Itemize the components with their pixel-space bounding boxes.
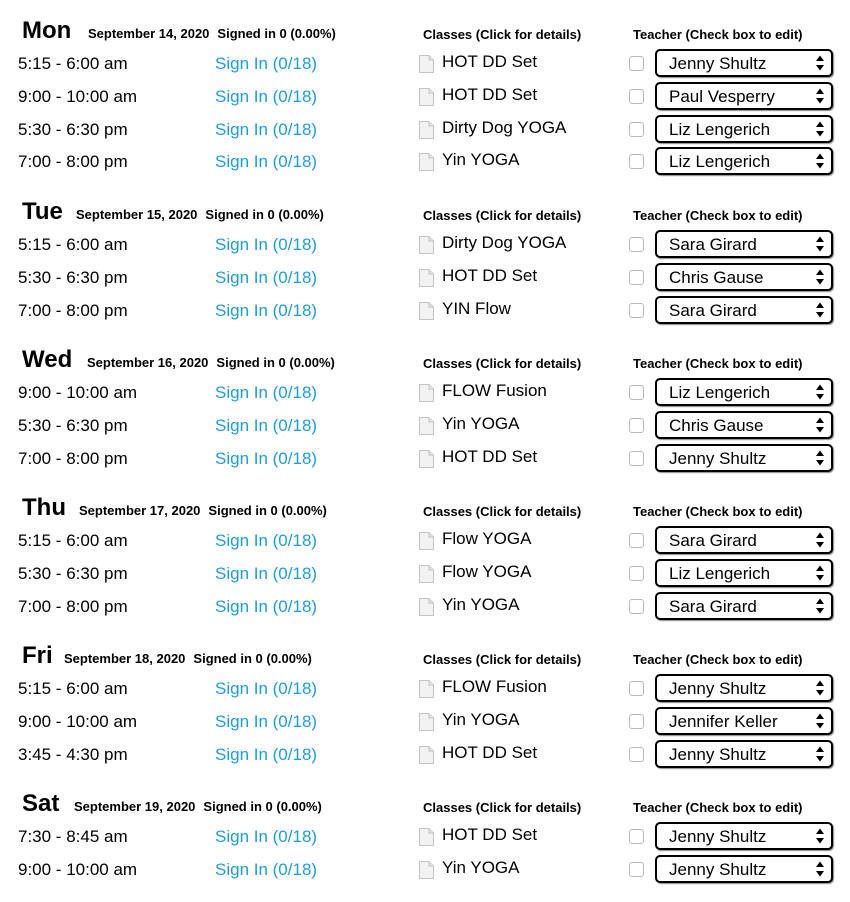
teacher-column-header: Teacher (Check box to edit) xyxy=(633,208,803,223)
teacher-select-value: Paul Vesperry xyxy=(669,86,775,106)
teacher-select[interactable] xyxy=(655,526,833,554)
select-arrows-icon xyxy=(815,827,825,845)
select-arrows-icon xyxy=(815,679,825,697)
teacher-select-value: Jenny Shultz xyxy=(669,448,767,468)
class-time: 7:00 - 8:00 pm xyxy=(18,300,128,320)
document-icon[interactable] xyxy=(418,416,435,436)
teacher-select[interactable] xyxy=(655,855,833,883)
select-arrows-icon xyxy=(815,54,825,72)
day-header xyxy=(0,640,850,672)
class-time: 7:30 - 8:45 am xyxy=(18,827,128,846)
sign-in-link[interactable]: Sign In (0/18) xyxy=(215,300,318,320)
teacher-select[interactable] xyxy=(655,559,833,587)
class-row xyxy=(0,557,850,589)
teacher-select-value: Jennifer Keller xyxy=(669,711,778,731)
teacher-select-value: Liz Lengerich xyxy=(669,152,771,172)
teacher-column-header: Teacher (Check box to edit) xyxy=(633,504,803,519)
document-icon[interactable] xyxy=(418,120,435,140)
sign-in-link[interactable]: Sign In (0/18) xyxy=(215,827,318,846)
document-icon[interactable] xyxy=(418,268,435,288)
teacher-select[interactable] xyxy=(655,115,833,143)
class-name-link[interactable]: Yin YOGA xyxy=(442,413,520,433)
select-arrows-icon xyxy=(815,745,825,763)
day-name: Sat xyxy=(22,790,60,817)
class-row xyxy=(0,145,850,177)
edit-teacher-checkbox[interactable] xyxy=(629,829,644,844)
day-date: September 16, 2020 xyxy=(87,355,209,370)
class-name-link[interactable]: Flow YOGA xyxy=(442,529,532,548)
class-time: 9:00 - 10:00 am xyxy=(18,383,138,402)
document-icon[interactable] xyxy=(418,54,435,74)
class-row xyxy=(0,47,850,79)
class-time: 5:30 - 6:30 pm xyxy=(18,267,128,287)
edit-teacher-checkbox[interactable] xyxy=(629,385,644,400)
sign-in-link[interactable]: Sign In (0/18) xyxy=(215,448,318,468)
select-arrows-icon xyxy=(815,860,825,878)
class-name-link[interactable]: Flow YOGA xyxy=(442,561,532,581)
teacher-select-value: Sara Girard xyxy=(669,300,757,320)
sign-in-link[interactable]: Sign In (0/18) xyxy=(215,563,318,583)
class-name-link[interactable]: FLOW Fusion xyxy=(442,677,547,696)
day-signed-in-count: Signed in 0 (0.00%) xyxy=(216,355,335,370)
teacher-select[interactable] xyxy=(655,674,833,702)
document-icon[interactable] xyxy=(418,449,435,469)
class-time: 5:30 - 6:30 pm xyxy=(18,563,128,583)
select-arrows-icon xyxy=(815,416,825,434)
day-name: Mon xyxy=(22,17,72,44)
class-row xyxy=(0,113,850,145)
edit-teacher-checkbox[interactable] xyxy=(629,237,644,252)
document-icon[interactable] xyxy=(418,745,435,765)
select-arrows-icon xyxy=(815,531,825,549)
classes-column-header: Classes (Click for details) xyxy=(423,27,582,42)
class-time: 5:15 - 6:00 am xyxy=(18,679,128,698)
sign-in-link[interactable]: Sign In (0/18) xyxy=(215,596,318,616)
class-row xyxy=(0,409,850,441)
day-date: September 15, 2020 xyxy=(76,207,198,222)
class-name-link[interactable]: HOT DD Set xyxy=(442,742,538,762)
teacher-column-header: Teacher (Check box to edit) xyxy=(633,27,803,42)
class-time: 9:00 - 10:00 am xyxy=(18,86,138,106)
class-row xyxy=(0,80,850,112)
class-time: 7:00 - 8:00 pm xyxy=(18,596,128,616)
select-arrows-icon xyxy=(815,87,825,105)
sign-in-link[interactable]: Sign In (0/18) xyxy=(215,711,318,731)
classes-column-header: Classes (Click for details) xyxy=(423,800,582,815)
class-name-link[interactable]: Yin YOGA xyxy=(442,150,520,170)
day-date: September 14, 2020 xyxy=(88,26,210,41)
edit-teacher-checkbox[interactable] xyxy=(629,418,644,433)
day-signed-in-count: Signed in 0 (0.00%) xyxy=(203,799,322,814)
class-time: 5:30 - 6:30 pm xyxy=(18,119,128,139)
class-row xyxy=(0,738,850,770)
select-arrows-icon xyxy=(815,564,825,582)
teacher-select[interactable] xyxy=(655,230,833,258)
class-name-link[interactable]: Yin YOGA xyxy=(442,857,520,877)
teacher-column-header: Teacher (Check box to edit) xyxy=(633,800,803,815)
class-name-link[interactable]: Yin YOGA xyxy=(442,594,520,614)
document-icon[interactable] xyxy=(418,679,435,699)
class-name-link[interactable]: FLOW Fusion xyxy=(442,381,547,400)
edit-teacher-checkbox[interactable] xyxy=(629,122,644,137)
day-header xyxy=(0,788,850,820)
class-time: 3:45 - 4:30 pm xyxy=(18,744,128,764)
teacher-select[interactable] xyxy=(655,822,833,850)
class-row xyxy=(0,376,850,408)
teacher-select[interactable] xyxy=(655,378,833,406)
select-arrows-icon xyxy=(815,120,825,138)
class-row xyxy=(0,820,850,852)
teacher-select-value: Sara Girard xyxy=(669,596,757,616)
edit-teacher-checkbox[interactable] xyxy=(629,270,644,285)
day-info xyxy=(76,207,324,223)
teacher-select-value: Jenny Shultz xyxy=(669,744,767,764)
select-arrows-icon xyxy=(815,235,825,253)
teacher-select[interactable] xyxy=(655,411,833,439)
day-info xyxy=(88,26,336,42)
class-time: 5:15 - 6:00 am xyxy=(18,54,128,73)
select-arrows-icon xyxy=(815,449,825,467)
class-row xyxy=(0,294,850,326)
teacher-select[interactable] xyxy=(655,147,833,175)
select-arrows-icon xyxy=(815,152,825,170)
teacher-select-value: Liz Lengerich xyxy=(669,383,771,402)
class-name-link[interactable]: HOT DD Set xyxy=(442,446,538,466)
teacher-select[interactable] xyxy=(655,592,833,620)
teacher-select-value: Jenny Shultz xyxy=(669,859,767,879)
day-info xyxy=(64,651,312,667)
sign-in-link[interactable]: Sign In (0/18) xyxy=(215,54,318,73)
class-row xyxy=(0,672,850,704)
class-time: 5:30 - 6:30 pm xyxy=(18,415,128,435)
document-icon[interactable] xyxy=(418,152,435,172)
teacher-select-value: Chris Gause xyxy=(669,267,764,287)
class-row xyxy=(0,442,850,474)
day-name: Thu xyxy=(22,494,66,521)
day-date: September 19, 2020 xyxy=(74,799,196,814)
class-time: 9:00 - 10:00 am xyxy=(18,711,138,731)
day-signed-in-count: Signed in 0 (0.00%) xyxy=(205,207,324,222)
select-arrows-icon xyxy=(815,301,825,319)
day-header xyxy=(0,492,850,524)
teacher-select-value: Jenny Shultz xyxy=(669,827,767,846)
sign-in-link[interactable]: Sign In (0/18) xyxy=(215,679,318,698)
document-icon[interactable] xyxy=(418,597,435,617)
day-signed-in-count: Signed in 0 (0.00%) xyxy=(208,503,327,518)
teacher-select[interactable] xyxy=(655,296,833,324)
edit-teacher-checkbox[interactable] xyxy=(629,451,644,466)
day-name: Tue xyxy=(22,198,63,225)
sign-in-link[interactable]: Sign In (0/18) xyxy=(215,119,318,139)
sign-in-link[interactable]: Sign In (0/18) xyxy=(215,383,318,402)
class-time: 7:00 - 8:00 pm xyxy=(18,152,128,172)
class-time: 5:15 - 6:00 am xyxy=(18,235,128,254)
teacher-select-value: Sara Girard xyxy=(669,235,757,254)
class-row xyxy=(0,261,850,293)
class-name-link[interactable]: HOT DD Set xyxy=(442,52,538,71)
select-arrows-icon xyxy=(815,712,825,730)
day-name: Wed xyxy=(22,346,73,373)
class-name-link[interactable]: HOT DD Set xyxy=(442,265,538,285)
document-icon[interactable] xyxy=(418,531,435,551)
class-row xyxy=(0,228,850,260)
document-icon[interactable] xyxy=(418,712,435,732)
class-time: 7:00 - 8:00 pm xyxy=(18,448,128,468)
edit-teacher-checkbox[interactable] xyxy=(629,533,644,548)
sign-in-link[interactable]: Sign In (0/18) xyxy=(215,152,318,172)
select-arrows-icon xyxy=(815,383,825,401)
sign-in-link[interactable]: Sign In (0/18) xyxy=(215,415,318,435)
document-icon[interactable] xyxy=(418,301,435,321)
document-icon[interactable] xyxy=(418,87,435,107)
day-date: September 18, 2020 xyxy=(64,651,186,666)
teacher-select-value: Liz Lengerich xyxy=(669,119,771,139)
teacher-select[interactable] xyxy=(655,263,833,291)
document-icon[interactable] xyxy=(418,827,435,847)
teacher-select[interactable] xyxy=(655,49,833,77)
sign-in-link[interactable]: Sign In (0/18) xyxy=(215,859,318,879)
document-icon[interactable] xyxy=(418,860,435,880)
sign-in-link[interactable]: Sign In (0/18) xyxy=(215,744,318,764)
classes-column-header: Classes (Click for details) xyxy=(423,504,582,519)
classes-column-header: Classes (Click for details) xyxy=(423,356,582,371)
edit-teacher-checkbox[interactable] xyxy=(629,89,644,104)
teacher-select-value: Jenny Shultz xyxy=(669,679,767,698)
sign-in-link[interactable]: Sign In (0/18) xyxy=(215,531,318,550)
day-name: Fri xyxy=(22,642,53,669)
class-name-link[interactable]: Dirty Dog YOGA xyxy=(442,233,567,252)
teacher-select-value: Sara Girard xyxy=(669,531,757,550)
day-header xyxy=(0,15,850,47)
class-name-link[interactable]: YIN Flow xyxy=(442,298,511,318)
document-icon[interactable] xyxy=(418,235,435,255)
day-header xyxy=(0,196,850,228)
document-icon[interactable] xyxy=(418,383,435,403)
classes-column-header: Classes (Click for details) xyxy=(423,208,582,223)
teacher-column-header: Teacher (Check box to edit) xyxy=(633,356,803,371)
edit-teacher-checkbox[interactable] xyxy=(629,303,644,318)
day-info xyxy=(79,503,327,519)
edit-teacher-checkbox[interactable] xyxy=(629,566,644,581)
class-row xyxy=(0,524,850,556)
day-info xyxy=(74,799,322,815)
document-icon[interactable] xyxy=(418,564,435,584)
edit-teacher-checkbox[interactable] xyxy=(629,681,644,696)
day-info xyxy=(87,355,335,371)
day-header xyxy=(0,344,850,376)
edit-teacher-checkbox[interactable] xyxy=(629,747,644,762)
teacher-select-value: Jenny Shultz xyxy=(669,54,767,73)
class-time: 9:00 - 10:00 am xyxy=(18,859,138,879)
day-signed-in-count: Signed in 0 (0.00%) xyxy=(193,651,312,666)
teacher-select[interactable] xyxy=(655,444,833,472)
class-name-link[interactable]: Yin YOGA xyxy=(442,709,520,729)
edit-teacher-checkbox[interactable] xyxy=(629,599,644,614)
teacher-select[interactable] xyxy=(655,707,833,735)
edit-teacher-checkbox[interactable] xyxy=(629,862,644,877)
select-arrows-icon xyxy=(815,268,825,286)
class-row xyxy=(0,853,850,885)
teacher-select[interactable] xyxy=(655,82,833,110)
class-row xyxy=(0,590,850,622)
teacher-select-value: Liz Lengerich xyxy=(669,563,771,583)
teacher-select-value: Chris Gause xyxy=(669,415,764,435)
class-row xyxy=(0,705,850,737)
teacher-column-header: Teacher (Check box to edit) xyxy=(633,652,803,667)
class-time: 5:15 - 6:00 am xyxy=(18,531,128,550)
classes-column-header: Classes (Click for details) xyxy=(423,652,582,667)
class-name-link[interactable]: HOT DD Set xyxy=(442,825,538,844)
select-arrows-icon xyxy=(815,597,825,615)
day-date: September 17, 2020 xyxy=(79,503,201,518)
edit-teacher-checkbox[interactable] xyxy=(629,56,644,71)
class-name-link[interactable]: HOT DD Set xyxy=(442,84,538,104)
class-name-link[interactable]: Dirty Dog YOGA xyxy=(442,117,567,137)
edit-teacher-checkbox[interactable] xyxy=(629,714,644,729)
day-signed-in-count: Signed in 0 (0.00%) xyxy=(217,26,336,41)
edit-teacher-checkbox[interactable] xyxy=(629,154,644,169)
sign-in-link[interactable]: Sign In (0/18) xyxy=(215,86,318,106)
sign-in-link[interactable]: Sign In (0/18) xyxy=(215,235,318,254)
sign-in-link[interactable]: Sign In (0/18) xyxy=(215,267,318,287)
teacher-select[interactable] xyxy=(655,740,833,768)
